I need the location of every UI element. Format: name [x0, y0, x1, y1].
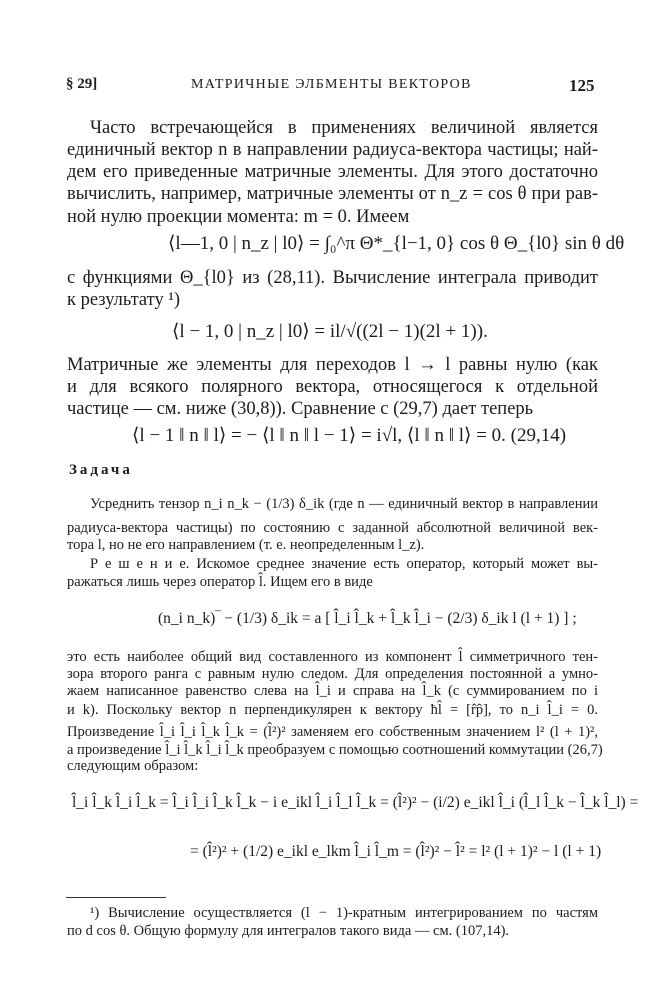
text-line: с функциями Θ_{l0} из (28,11). Вычисление интеграла приводит — [67, 268, 598, 288]
footnote-line: ¹) Вычисление осуществляется (l − 1)-кратным интегрированием по частям — [90, 905, 598, 921]
text-line: Усреднить тензор n_i n_k − (1/3) δ_ik (где n — единичный вектор в направлении — [90, 496, 598, 512]
text-line: жаем написанное равенство слева на l̂_i и справа на l̂_k (с суммированием по i — [67, 683, 598, 699]
text-line: следующим образом: — [67, 758, 199, 774]
page-number: 125 — [569, 76, 595, 95]
text-line: Часто встречающейся в применениях величиной является — [90, 118, 598, 138]
equation: = (l̂²)² + (1/2) e_ikl e_lkm l̂_i l̂_m = (l̂²)² − l̂² = l² (l + 1)² − l (l + 1) — [190, 843, 602, 860]
section-number: § 29] — [66, 76, 98, 92]
equation: ⟨l—1, 0 | n_z | l0⟩ = ∫₀^π Θ*_{l−1, 0} cos θ Θ_{l0} sin θ dθ — [168, 233, 625, 254]
equation: ⟨l − 1, 0 | n_z | l0⟩ = il/√((2l − 1)(2l + 1)). — [172, 321, 488, 342]
text-line: и для всякого полярного вектора, относящегося к отдельной — [67, 377, 598, 397]
text-line: Р е ш е н и е. Искомое среднее значение есть оператор, который может вы- — [90, 556, 598, 572]
text-line: к результату ¹) — [67, 290, 181, 310]
footnote-line: по d cos θ. Общую формулу для интегралов такого вида — см. (107,14). — [67, 923, 510, 939]
running-title: МАТРИЧНЫЕ ЭЛБМЕНТЫ ВЕКТОРОВ — [191, 77, 472, 92]
text-line: дем его приведенные матричные элементы. Для этого достаточно — [67, 162, 598, 182]
footnote-rule — [66, 897, 166, 898]
text-line: радиуса-вектора частицы) по состоянию с заданной абсолютной величиной век- — [67, 520, 598, 536]
text-line: и k). Поскольку вектор n перпендикулярен к вектору ħl̂ = [r̂p̂], то n_i l̂_i = 0. — [67, 702, 598, 718]
text-line: а произведение l̂_i l̂_k l̂_i l̂_k преобразуем с помощью соотношений коммутации (26,7) — [67, 742, 603, 758]
text-line: ной нулю проекции момента: m = 0. Имеем — [67, 207, 410, 227]
task-heading: Задача — [69, 462, 133, 478]
text-line: Произведение l̂_i l̂_i l̂_k l̂_k = (l̂²)² заменяем его собственным значением l² (l + 1)², — [67, 724, 598, 740]
text-line: Матричные же элементы для переходов l → l равны нулю (как — [67, 355, 598, 375]
equation: (n_i n_k)‾ − (1/3) δ_ik = a [ l̂_i l̂_k + l̂_k l̂_i − (2/3) δ_ik l (l + 1) ] ; — [158, 610, 577, 627]
text-line: зора второго ранга с равным нулю следом. Для определения постоянной a умно- — [67, 666, 598, 682]
text-line: тора l, но не его направлением (т. е. неопределенным l_z). — [67, 537, 425, 553]
text-line: вычислить, например, матричные элементы от n_z = cos θ при рав- — [67, 184, 598, 204]
equation: ⟨l − 1 ‖ n ‖ l⟩ = − ⟨l ‖ n ‖ l − 1⟩ = i√l, ⟨l ‖ n ‖ l⟩ = 0. (29,14) — [132, 425, 567, 446]
equation: l̂_i l̂_k l̂_i l̂_k = l̂_i l̂_i l̂_k l̂_k − i e_ikl l̂_i l̂_l l̂_k = (l̂²)² − (i/2) e_ikl l̂_i (l̂_l l̂_k − l̂_k l̂_l) = — [72, 794, 639, 811]
text-line: ражаться лишь через оператор l̂. Ищем его в виде — [67, 574, 373, 590]
text-line: частице — см. ниже (30,8)). Сравнение с (29,7) дает теперь — [67, 399, 534, 419]
text-line: единичный вектор n в направлении радиуса-вектора частицы; най- — [67, 140, 598, 160]
text-line: это есть наиболее общий вид составленного из компонент l̂ симметричного тен- — [67, 649, 598, 665]
